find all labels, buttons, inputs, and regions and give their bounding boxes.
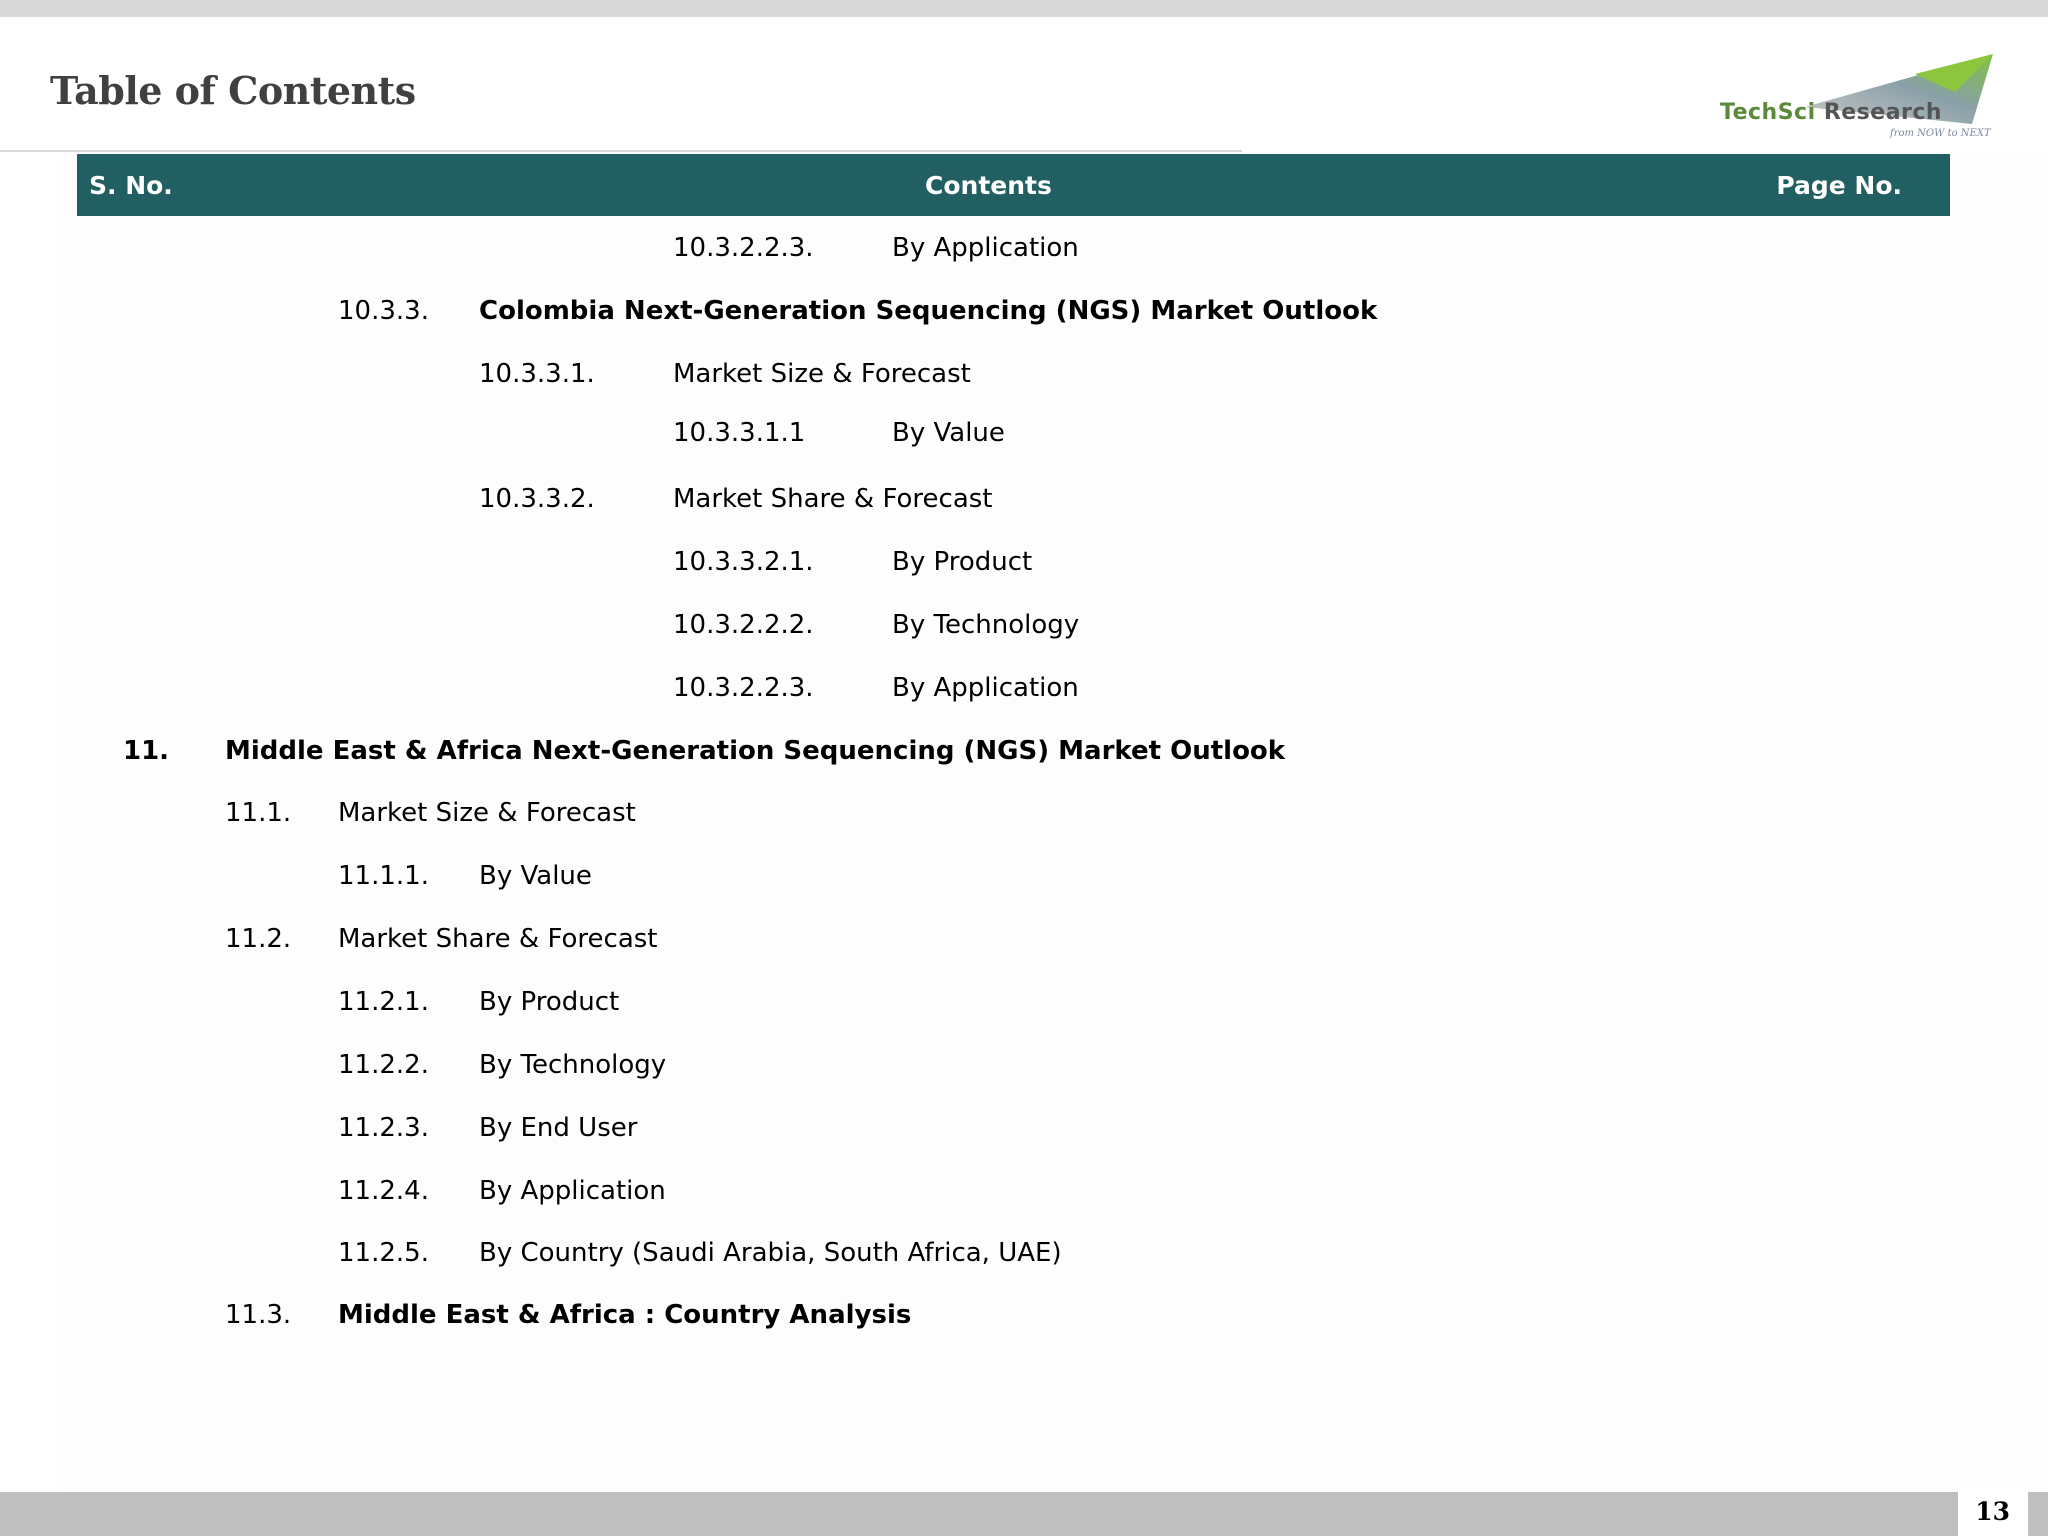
- toc-entry-title: By Application: [892, 673, 1079, 703]
- page-number-box: [1958, 1489, 2028, 1536]
- header-contents: Contents: [925, 171, 1052, 200]
- toc-entry: [0, 233, 2048, 273]
- page-number: 13: [1975, 1497, 2010, 1526]
- toc-entry: [0, 547, 2048, 587]
- toc-entry-title: Market Share & Forecast: [338, 924, 658, 954]
- toc-entry-number: 11.2.4.: [338, 1176, 429, 1206]
- toc-entry-number: 10.3.3.1.: [479, 359, 595, 389]
- toc-entry-number: 11.1.: [225, 798, 292, 828]
- toc-entry-title: Middle East & Africa Next-Generation Sequencing (NGS) Market Outlook: [225, 736, 1286, 766]
- toc-entry-number: 10.3.3.1.1: [673, 418, 806, 448]
- toc-entry-number: 10.3.2.2.3.: [673, 673, 814, 703]
- toc-entry: [0, 1300, 2048, 1340]
- toc-entry: [0, 798, 2048, 838]
- toc-entry: [0, 296, 2048, 336]
- logo-wordmark: TechSci Research: [1720, 100, 1943, 125]
- toc-entry: [0, 987, 2048, 1027]
- toc-entry: [0, 861, 2048, 901]
- logo-tagline: from NOW to NEXT: [1890, 128, 1991, 139]
- toc-entry-title: By Technology: [892, 610, 1080, 640]
- toc-entry-title: Market Size & Forecast: [673, 359, 971, 389]
- toc-entry-title: Middle East & Africa : Country Analysis: [338, 1300, 912, 1330]
- toc-entry-title: Market Share & Forecast: [673, 484, 993, 514]
- toc-entry: [0, 1050, 2048, 1090]
- toc-entry-title: By Country (Saudi Arabia, South Africa, UAE): [479, 1238, 1062, 1268]
- toc-entry-number: 10.3.3.2.: [479, 484, 595, 514]
- toc-entry: [0, 736, 2048, 776]
- toc-entry: [0, 1238, 2048, 1278]
- toc-entry-number: 10.3.3.2.1.: [673, 547, 814, 577]
- toc-entry-number: 11.1.1.: [338, 861, 429, 891]
- toc-entry-number: 11.: [123, 736, 170, 766]
- toc-entry-number: 11.2.1.: [338, 987, 429, 1017]
- toc-entry: [0, 359, 2048, 399]
- toc-entry-title: By Application: [479, 1176, 666, 1206]
- toc-entry-number: 11.3.: [225, 1300, 292, 1330]
- toc-entry-title: By Product: [479, 987, 620, 1017]
- toc-entry-title: By Value: [479, 861, 592, 891]
- toc-entry-title: By Value: [892, 418, 1005, 448]
- page-title: Table of Contents: [50, 68, 416, 113]
- toc-entry-title: Market Size & Forecast: [338, 798, 636, 828]
- toc-entry-title: By End User: [479, 1113, 638, 1143]
- toc-entry-title: By Product: [892, 547, 1033, 577]
- toc-entry: [0, 1176, 2048, 1216]
- toc-entry: [0, 418, 2048, 458]
- toc-entry: [0, 610, 2048, 650]
- toc-entry-number: 10.3.2.2.2.: [673, 610, 814, 640]
- toc-entry: [0, 1113, 2048, 1153]
- toc-entry-number: 11.2.5.: [338, 1238, 429, 1268]
- toc-entry: [0, 924, 2048, 964]
- toc-entry: [0, 484, 2048, 524]
- toc-entry-number: 10.3.2.2.3.: [673, 233, 814, 263]
- toc-entry-number: 11.2.3.: [338, 1113, 429, 1143]
- toc-entry-title: Colombia Next-Generation Sequencing (NGS) Market Outlook: [479, 296, 1378, 326]
- toc-entry-number: 11.2.2.: [338, 1050, 429, 1080]
- toc-entry-title: By Application: [892, 233, 1079, 263]
- toc-entry: [0, 673, 2048, 713]
- toc-entry-number: 11.2.: [225, 924, 292, 954]
- toc-entry-title: By Technology: [479, 1050, 667, 1080]
- toc-entry-number: 10.3.3.: [338, 296, 429, 326]
- footer-bar: [0, 1492, 2048, 1536]
- header-sno: S. No.: [89, 171, 173, 200]
- header-page-no: Page No.: [1776, 171, 1902, 200]
